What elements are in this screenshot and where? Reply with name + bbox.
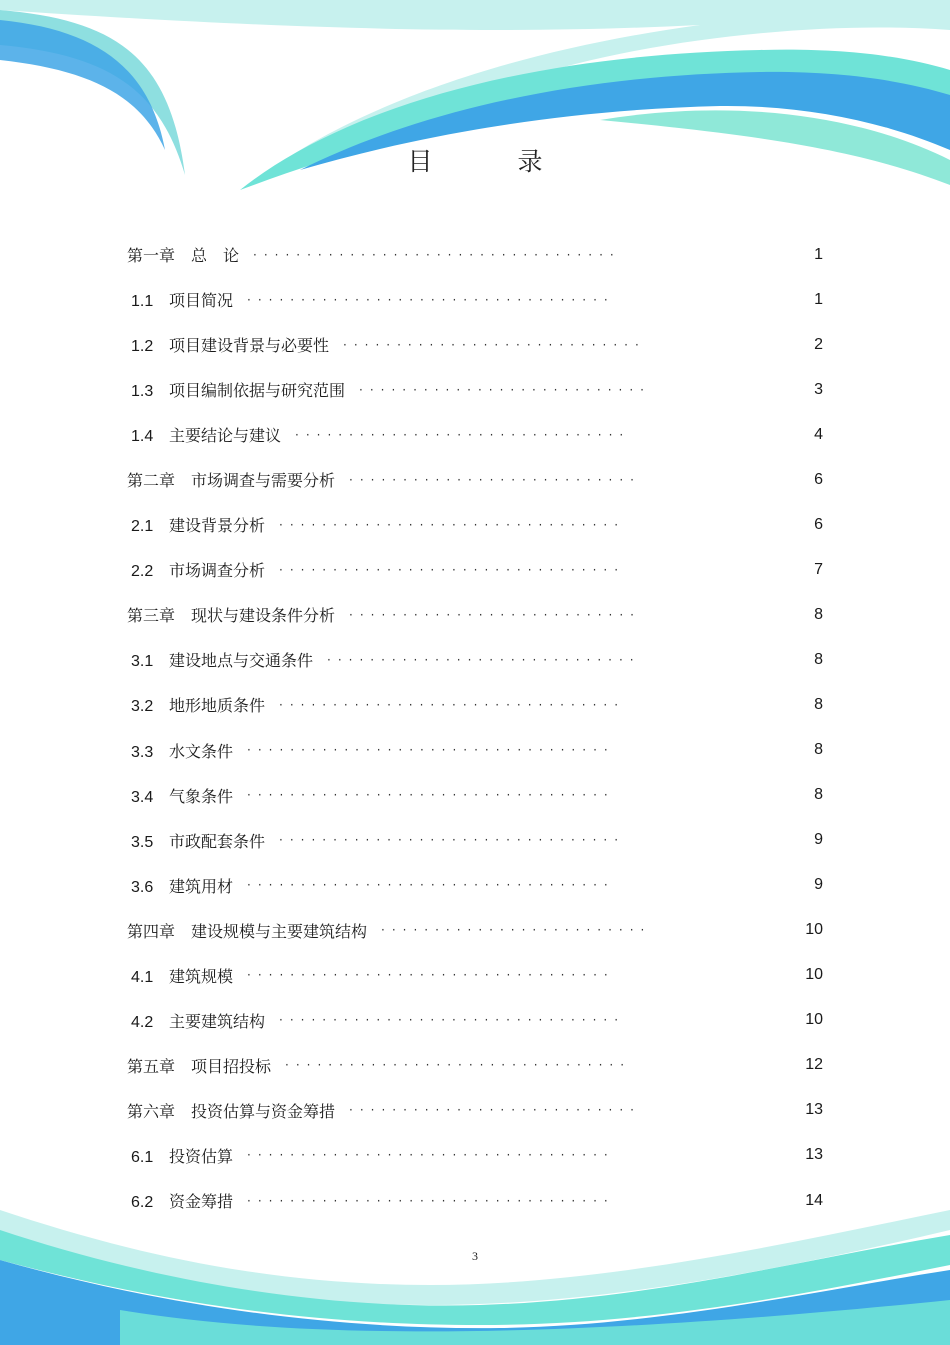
toc-entry-text: 地形地质条件 — [169, 696, 266, 716]
toc-section-number: 3.1 — [131, 653, 154, 671]
toc-chapter-entry[interactable] — [127, 1088, 827, 1133]
toc-section-entry[interactable] — [127, 728, 827, 773]
toc-leader-dots: ································ — [279, 1013, 626, 1028]
toc-entry-label — [127, 1054, 271, 1077]
toc-entry-label — [127, 1009, 265, 1032]
toc-page-number: 9 — [814, 876, 823, 894]
toc-leader-dots: ·································· — [247, 743, 615, 758]
toc-entry-label — [127, 693, 265, 716]
page-number: 3 — [472, 1249, 478, 1263]
toc-entry-text: 建设背景分析 — [169, 516, 266, 536]
wave-footer-decoration — [0, 1190, 950, 1345]
toc-section-number: 2.2 — [131, 563, 154, 581]
toc-leader-dots: ··························· — [349, 1103, 641, 1118]
toc-section-number: 1.3 — [131, 383, 154, 401]
toc-leader-dots: ································ — [279, 517, 626, 532]
toc-section-entry[interactable] — [127, 412, 827, 457]
toc-section-number: 3.3 — [131, 743, 154, 761]
toc-entry-text: 主要结论与建议 — [169, 426, 282, 446]
toc-leader-dots: ························· — [381, 923, 652, 938]
toc-leader-dots: ······························· — [295, 427, 631, 442]
toc-entry-text: 第三章 现状与建设条件分析 — [127, 606, 336, 626]
toc-page-number: 8 — [814, 741, 823, 759]
toc-page-number: 2 — [814, 335, 823, 353]
toc-entry-label — [127, 874, 233, 897]
toc-section-number: 3.5 — [131, 833, 154, 851]
toc-entry-label — [127, 919, 367, 942]
toc-page-number: 8 — [814, 786, 823, 804]
toc-section-number: 1.4 — [131, 428, 154, 446]
toc-page-number: 8 — [814, 605, 823, 623]
toc-page-number: 1 — [814, 290, 823, 308]
toc-leader-dots: ·································· — [247, 1148, 615, 1163]
toc-section-number: 2.1 — [131, 518, 154, 536]
toc-entry-label — [127, 243, 239, 266]
toc-entry-label — [127, 1144, 233, 1167]
toc-entry-text: 第四章 建设规模与主要建筑结构 — [127, 921, 368, 941]
toc-entry-label — [127, 829, 265, 852]
toc-entry-text: 第二章 市场调查与需要分析 — [127, 471, 336, 491]
toc-section-entry[interactable] — [127, 1133, 827, 1178]
toc-section-entry[interactable] — [127, 547, 827, 592]
toc-entry-label — [127, 333, 329, 356]
toc-leader-dots: ································ — [285, 1058, 632, 1073]
toc-page-number: 4 — [814, 425, 823, 443]
toc-entry-text: 主要建筑结构 — [169, 1011, 266, 1031]
toc-entry-text: 气象条件 — [169, 786, 234, 806]
toc-page-number: 6 — [814, 515, 823, 533]
toc-page-number: 6 — [814, 470, 823, 488]
toc-page-number: 9 — [814, 831, 823, 849]
toc-entry-label — [127, 603, 335, 626]
toc-section-entry[interactable] — [127, 637, 827, 682]
toc-entry-label — [127, 513, 265, 536]
toc-page-number: 10 — [805, 921, 823, 939]
toc-page-number: 7 — [814, 560, 823, 578]
toc-entry-text: 第一章 总 论 — [127, 246, 240, 266]
toc-entry-label — [127, 739, 233, 762]
toc-leader-dots: ··························· — [349, 472, 641, 487]
toc-entry-text: 项目简况 — [169, 291, 234, 311]
toc-page-number: 10 — [805, 1011, 823, 1029]
toc-page-number: 13 — [805, 1146, 823, 1164]
toc-chapter-entry[interactable] — [127, 592, 827, 637]
toc-page-number: 13 — [805, 1101, 823, 1119]
toc-section-entry[interactable] — [127, 277, 827, 322]
toc-section-entry[interactable] — [127, 502, 827, 547]
toc-section-number: 4.1 — [131, 968, 154, 986]
toc-entry-label — [127, 423, 281, 446]
toc-leader-dots: ································ — [279, 833, 626, 848]
toc-section-number: 1.2 — [131, 338, 154, 356]
toc-leader-dots: ·································· — [247, 292, 615, 307]
toc-entry-text: 项目建设背景与必要性 — [169, 336, 330, 356]
toc-page-number: 8 — [814, 695, 823, 713]
toc-entry-label — [127, 288, 233, 311]
toc-entry-label — [127, 648, 313, 671]
toc-entry-text: 市场调查分析 — [169, 561, 266, 581]
toc-leader-dots: ·································· — [247, 788, 615, 803]
toc-entry-label — [127, 964, 233, 987]
toc-entry-label — [127, 468, 335, 491]
toc-leader-dots: ·································· — [247, 968, 615, 983]
toc-section-entry[interactable] — [127, 953, 827, 998]
toc-entry-text: 投资估算 — [169, 1146, 234, 1166]
wave-header-decoration — [0, 0, 950, 210]
toc-chapter-entry[interactable] — [127, 1043, 827, 1088]
toc-entry-label — [127, 378, 345, 401]
toc-section-number: 6.2 — [131, 1194, 154, 1211]
toc-section-entry[interactable] — [127, 863, 827, 908]
toc-leader-dots: ································ — [279, 697, 626, 712]
toc-chapter-entry[interactable] — [127, 908, 827, 953]
table-of-contents — [127, 232, 827, 1223]
toc-leader-dots: ·································· — [247, 1193, 615, 1208]
toc-entry-text: 市政配套条件 — [169, 831, 266, 851]
toc-page-number: 10 — [805, 966, 823, 984]
toc-entry-text: 第六章 投资估算与资金筹措 — [127, 1101, 336, 1121]
toc-entry-label — [127, 558, 265, 581]
toc-section-entry[interactable] — [127, 773, 827, 818]
toc-section-number: 1.1 — [131, 293, 154, 311]
toc-section-entry[interactable] — [127, 367, 827, 412]
toc-section-entry[interactable] — [127, 998, 827, 1043]
toc-section-entry[interactable] — [127, 682, 827, 727]
toc-leader-dots: ·································· — [253, 247, 621, 262]
toc-entry-text: 水文条件 — [169, 741, 234, 761]
toc-section-number: 3.6 — [131, 878, 154, 896]
toc-section-number: 4.2 — [131, 1013, 154, 1031]
toc-section-number: 3.2 — [131, 698, 154, 716]
toc-entry-text: 建设地点与交通条件 — [169, 651, 314, 671]
toc-leader-dots: ································ — [279, 562, 626, 577]
toc-entry-text: 资金筹措 — [169, 1192, 234, 1211]
toc-entry-text: 建筑规模 — [169, 966, 234, 986]
toc-section-number: 6.1 — [131, 1148, 154, 1166]
toc-page-number: 14 — [805, 1191, 823, 1209]
toc-page-number: 8 — [814, 650, 823, 668]
toc-entry-text: 建筑用材 — [169, 876, 234, 896]
toc-page-number: 1 — [814, 245, 823, 263]
toc-entry-label — [127, 1099, 335, 1122]
toc-leader-dots: ·································· — [247, 878, 615, 893]
toc-chapter-entry[interactable] — [127, 232, 827, 277]
toc-section-entry[interactable] — [127, 322, 827, 367]
toc-leader-dots: ··························· — [349, 607, 641, 622]
toc-entry-text: 项目编制依据与研究范围 — [169, 381, 346, 401]
toc-page-number: 12 — [805, 1056, 823, 1074]
toc-chapter-entry[interactable] — [127, 457, 827, 502]
page-title: 目 录 — [407, 147, 573, 176]
toc-page-number: 3 — [814, 380, 823, 398]
toc-section-number: 3.4 — [131, 788, 154, 806]
toc-leader-dots: ···························· — [343, 337, 646, 352]
toc-leader-dots: ··························· — [359, 382, 651, 397]
toc-section-entry[interactable] — [127, 818, 827, 863]
toc-entry-label — [127, 784, 233, 807]
toc-leader-dots: ····························· — [327, 652, 641, 667]
toc-entry-text: 第五章 项目招投标 — [127, 1056, 272, 1076]
